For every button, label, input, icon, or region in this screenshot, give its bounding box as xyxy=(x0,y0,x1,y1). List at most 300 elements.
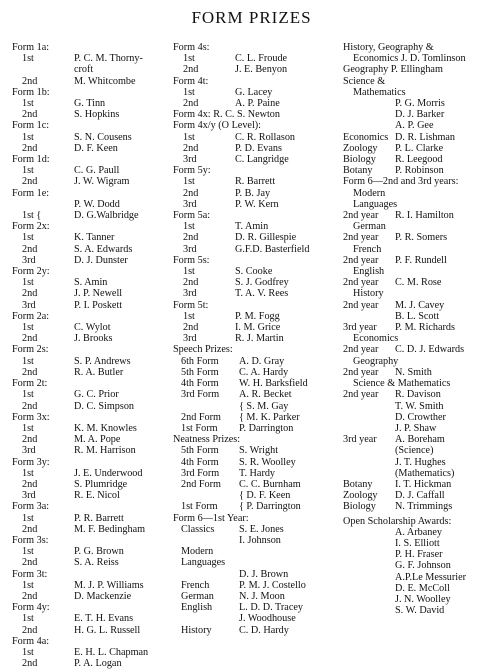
prize-row xyxy=(343,457,501,468)
prize-row xyxy=(12,580,170,591)
prize-winner: J. N. Woolley xyxy=(395,593,451,605)
prize-winner: A.P.Le Messurier xyxy=(395,571,467,583)
prize-label: 2nd xyxy=(22,478,38,490)
section-heading: Form 1c: xyxy=(12,120,50,132)
prize-row xyxy=(12,658,170,669)
prize-winner: J. P. Newell xyxy=(74,288,123,300)
section-heading: Speech Prizes: xyxy=(173,344,233,356)
prize-label: 3rd xyxy=(183,198,197,210)
prize-winner: croft xyxy=(74,64,94,76)
prize-row xyxy=(173,445,341,456)
prize-row xyxy=(173,389,341,400)
prize-label xyxy=(343,98,395,109)
prize-label xyxy=(343,445,395,456)
prize-winner: J. T. Hughes xyxy=(395,456,446,468)
section-heading: Form 5t: xyxy=(173,299,209,311)
prize-row xyxy=(12,479,170,490)
prize-row xyxy=(173,401,341,412)
prize-label: 3rd year xyxy=(343,434,377,446)
prize-label xyxy=(343,538,395,549)
prize-row xyxy=(173,244,341,255)
prize-label xyxy=(173,401,239,412)
prize-label: 1st xyxy=(22,232,34,244)
prize-row xyxy=(12,490,170,501)
prize-row xyxy=(173,557,341,568)
prize-row xyxy=(12,445,170,456)
section-heading: Form 1b: xyxy=(12,86,50,98)
section-heading: Economics J. D. Tomlinson xyxy=(353,53,466,65)
prize-label: 1st xyxy=(22,322,34,334)
prize-winner xyxy=(239,557,341,568)
prize-row xyxy=(173,602,341,613)
section-heading: Neatness Prizes: xyxy=(173,434,241,446)
prize-label: 1st xyxy=(22,165,34,177)
prize-label: 2nd xyxy=(22,434,38,446)
prize-label xyxy=(343,457,395,468)
section-heading: Form 3t: xyxy=(12,568,48,580)
prize-winner: L. D. D. Tracey xyxy=(239,602,303,614)
prize-winner: R. J. Martin xyxy=(235,333,284,345)
prize-winner: G. Tinn xyxy=(74,98,106,110)
prize-row xyxy=(173,176,341,187)
prize-row xyxy=(12,524,170,535)
prize-winner: S. Cooke xyxy=(235,266,273,278)
prize-winner: E. H. L. Chapman xyxy=(74,646,149,658)
prize-winner: M. J. Cavey xyxy=(395,299,445,311)
prize-row xyxy=(173,333,341,344)
prize-row xyxy=(12,389,170,400)
prize-winner: S. P. Andrews xyxy=(74,355,131,367)
prize-row xyxy=(173,479,341,490)
prize-label: 2nd year xyxy=(343,389,379,401)
prize-row xyxy=(343,322,501,333)
prize-label: 1st Form xyxy=(181,501,218,513)
prize-label: 2nd Form xyxy=(181,411,221,423)
prize-winner: P. L. Clarke xyxy=(395,142,444,154)
prize-row xyxy=(343,300,501,311)
prize-row xyxy=(12,625,170,636)
prize-winner: D. G.Walbridge xyxy=(74,210,139,222)
prize-label: 2nd xyxy=(183,187,199,199)
prize-label: 1st xyxy=(183,53,195,65)
prize-row xyxy=(173,546,341,557)
prize-row xyxy=(12,288,170,299)
prize-winner: C. M. Rose xyxy=(395,277,442,289)
prize-label: 1st xyxy=(22,422,34,434)
prize-winner: C. D. J. Edwards xyxy=(395,344,465,356)
prize-row xyxy=(12,591,170,602)
prize-winner: M. J. P. Williams xyxy=(74,579,144,591)
prize-label: 2nd xyxy=(183,232,199,244)
prize-winner: S. Plumridge xyxy=(74,478,128,490)
prize-winner: P. M. Richards xyxy=(395,322,455,334)
prize-winner: G. F. Johnson xyxy=(395,560,451,572)
prize-label: 3rd xyxy=(22,254,36,266)
prize-label: 3rd year xyxy=(343,322,377,334)
prize-row xyxy=(173,356,341,367)
prize-row xyxy=(173,625,341,636)
prize-winner: P. G. Brown xyxy=(74,546,124,558)
prize-winner: S. Amin xyxy=(74,277,108,289)
prize-label: 2nd xyxy=(183,64,199,76)
section-heading: Form 3y: xyxy=(12,456,50,468)
prize-label: English xyxy=(181,602,213,614)
prize-label: 2nd xyxy=(22,333,38,345)
prize-row xyxy=(12,423,170,434)
prize-row xyxy=(173,143,341,154)
prize-row xyxy=(173,490,341,501)
prize-row xyxy=(343,311,501,322)
prize-winner: I. T. Hickman xyxy=(395,478,452,490)
prize-label: 1st xyxy=(22,389,34,401)
prize-winner: E. T. H. Evans xyxy=(74,613,134,625)
prize-row xyxy=(12,613,170,624)
prize-label xyxy=(173,490,239,501)
prize-winner: R. Barrett xyxy=(235,176,276,188)
prize-winner: S. Hopkins xyxy=(74,109,120,121)
prize-winner: C. A. Hardy xyxy=(239,366,289,378)
prize-label: 1st xyxy=(22,131,34,143)
prize-winner: G. C. Prior xyxy=(74,389,119,401)
prize-row xyxy=(12,546,170,557)
prize-winner: I. S. Elliott xyxy=(395,537,440,549)
prize-row xyxy=(173,64,341,75)
prize-label: 2nd xyxy=(22,109,38,121)
prize-row xyxy=(343,605,501,616)
prize-label: 3rd xyxy=(183,154,197,166)
prize-label: Biology xyxy=(343,154,376,166)
prize-winner: A. Arbaney xyxy=(395,526,442,538)
prize-label: Zoology xyxy=(343,142,378,154)
prize-label: 2nd year xyxy=(343,232,379,244)
section-heading: Mathematics xyxy=(353,86,406,98)
prize-winner: A. P. Paine xyxy=(235,98,280,110)
prize-label: 1st xyxy=(22,512,34,524)
prize-winner: S. Wright xyxy=(239,445,279,457)
section-heading: Science & xyxy=(343,75,386,87)
prize-winner: (Mathematics) xyxy=(395,467,455,479)
prize-label: 2nd xyxy=(22,243,38,255)
prize-label: 1st xyxy=(183,86,195,98)
prize-winner: { S. M. Gay xyxy=(239,400,289,412)
prize-winner: R. E. Nicol xyxy=(74,490,120,502)
prize-row xyxy=(12,165,170,176)
prize-winner: R. Leegood xyxy=(395,154,443,166)
prize-row xyxy=(173,288,341,299)
prize-label: Botany xyxy=(343,478,373,490)
prize-row xyxy=(173,501,341,512)
prize-winner: B. L. Scott xyxy=(395,310,440,322)
column-1 xyxy=(12,42,170,669)
prize-winner: D. R. Gillespie xyxy=(235,232,297,244)
section-heading: Form 2s: xyxy=(12,344,49,356)
prize-row xyxy=(343,389,501,400)
section-heading: Form 2x: xyxy=(12,221,50,233)
prize-row xyxy=(343,445,501,456)
prize-winner: N. Smith xyxy=(395,366,432,378)
prize-row xyxy=(173,188,341,199)
prize-label: 1st xyxy=(22,467,34,479)
prize-winner: T. A. V. Rees xyxy=(235,288,289,300)
prize-label: 1st xyxy=(183,266,195,278)
prize-label xyxy=(173,535,239,546)
prize-row xyxy=(12,76,170,87)
section-heading: Form 4x/y (O Level): xyxy=(173,120,261,132)
prize-row xyxy=(343,572,501,583)
prize-label: 5th Form xyxy=(181,445,219,457)
prize-winner: M. A. Pope xyxy=(74,434,121,446)
section-heading: Geography P. Ellingham xyxy=(343,64,443,76)
prize-label: 2nd xyxy=(22,142,38,154)
prize-row xyxy=(173,613,341,624)
prize-row xyxy=(343,143,501,154)
prize-label: 1st xyxy=(22,355,34,367)
prize-row xyxy=(343,583,501,594)
prize-row xyxy=(343,434,501,445)
prize-winner: K. M. Knowles xyxy=(74,422,137,434)
prize-label: 1st xyxy=(183,176,195,188)
prize-winner: H. G. L. Russell xyxy=(74,624,141,636)
prize-winner: C. Wylot xyxy=(74,322,111,334)
prize-label: French xyxy=(181,579,210,591)
prize-label: 2nd xyxy=(22,523,38,535)
prize-row xyxy=(12,333,170,344)
prize-label: 1st { xyxy=(22,210,42,222)
prize-row xyxy=(173,580,341,591)
section-heading: History xyxy=(353,288,384,300)
section-heading: Form 6—2nd and 3rd years: xyxy=(343,176,459,188)
prize-winner: J. Brooks xyxy=(74,333,113,345)
prize-winner: N. Trimmings xyxy=(395,501,453,513)
prize-winner: S. N. Cousens xyxy=(74,131,132,143)
prize-row xyxy=(173,378,341,389)
section-heading: Geography xyxy=(353,355,399,367)
section-heading: Form 2t: xyxy=(12,378,48,390)
prize-row xyxy=(12,143,170,154)
prize-winner: { P. Darrington xyxy=(239,501,301,513)
prize-label xyxy=(343,549,395,560)
prize-row xyxy=(12,434,170,445)
prize-winner xyxy=(239,546,341,557)
prize-winner: { M. K. Parker xyxy=(239,411,300,423)
section-heading: Form 1d: xyxy=(12,154,50,166)
prize-row xyxy=(12,232,170,243)
prize-winner: N. J. Moon xyxy=(239,590,285,602)
prize-winner: T. W. Smith xyxy=(395,400,444,412)
prize-label: 2nd xyxy=(183,142,199,154)
prize-label: 1st xyxy=(22,53,34,65)
prize-winner: A. P. Gee xyxy=(395,120,434,132)
prize-label xyxy=(343,109,395,120)
prize-winner: P. A. Logan xyxy=(74,658,122,669)
prize-label: 3rd xyxy=(22,445,36,457)
prize-label xyxy=(173,613,239,624)
prize-label: 1st xyxy=(22,546,34,558)
prize-winner: P. Robinson xyxy=(395,165,444,177)
prize-winner: C. R. Rollason xyxy=(235,131,296,143)
prize-row xyxy=(12,210,170,221)
prize-row xyxy=(12,98,170,109)
prize-winner: D. Mackenzie xyxy=(74,590,132,602)
prize-winner: P. R. Somers xyxy=(395,232,448,244)
prize-label: 2nd year xyxy=(343,254,379,266)
section-heading: Form 4s: xyxy=(173,42,210,53)
prize-label xyxy=(343,412,395,423)
prize-winner: D. E. McColl xyxy=(395,582,450,594)
section-heading: Languages xyxy=(353,198,398,210)
prize-row xyxy=(12,277,170,288)
section-heading: English xyxy=(353,266,385,278)
prize-label: 2nd xyxy=(22,366,38,378)
prize-label: 2nd year xyxy=(343,366,379,378)
prize-row xyxy=(343,401,501,412)
prize-row xyxy=(12,300,170,311)
prize-winner: P. Darrington xyxy=(239,422,294,434)
prize-label: 1st xyxy=(22,646,34,658)
prize-winner: C. L. Froude xyxy=(235,53,288,65)
prize-row xyxy=(173,468,341,479)
section-heading: Form 1e: xyxy=(12,187,50,199)
section-heading: French xyxy=(353,243,382,255)
prize-label: 1st xyxy=(183,310,195,322)
prize-label xyxy=(343,527,395,538)
prize-row xyxy=(12,557,170,568)
prize-label: Biology xyxy=(343,501,376,513)
prize-winner: D. J. Caffall xyxy=(395,490,445,502)
prize-label xyxy=(12,199,74,210)
prize-label: 2nd xyxy=(22,557,38,569)
prize-row xyxy=(173,569,341,580)
prize-label: 2nd year xyxy=(343,344,379,356)
prize-winner: D. Crowther xyxy=(395,411,446,423)
prize-row xyxy=(173,154,341,165)
prize-label xyxy=(343,572,395,583)
prize-label: 3rd xyxy=(183,288,197,300)
prize-row xyxy=(12,401,170,412)
prize-row xyxy=(343,132,501,143)
prize-label: 2nd xyxy=(22,75,38,87)
prize-winner: P. C. M. Thorny- xyxy=(74,53,143,65)
prize-label: 3rd Form xyxy=(181,389,220,401)
prize-label: 1st xyxy=(22,613,34,625)
prize-label: Botany xyxy=(343,165,373,177)
section-heading: Form 3x: xyxy=(12,411,50,423)
section-heading: Form 5y: xyxy=(173,165,211,177)
prize-winner: D. C. Simpson xyxy=(74,400,135,412)
prize-label: 1st xyxy=(22,579,34,591)
prize-label: 2nd xyxy=(22,590,38,602)
prize-label: Modern xyxy=(181,546,214,558)
prize-winner: D. J. Brown xyxy=(239,568,289,580)
prize-winner: S. E. Jones xyxy=(239,523,284,535)
prize-row xyxy=(343,490,501,501)
prize-winner: P. W. Kern xyxy=(235,198,279,210)
prize-winner: P. F. Rundell xyxy=(395,254,447,266)
prize-row xyxy=(173,232,341,243)
column-2 xyxy=(173,42,341,636)
prize-winner: A. D. Gray xyxy=(239,355,285,367)
prize-label: 1st xyxy=(183,221,195,233)
prize-label: Economics xyxy=(343,131,389,143)
prize-row xyxy=(12,64,170,75)
section-heading: Form 3s: xyxy=(12,534,49,546)
section-heading: History, Geography & xyxy=(343,42,434,53)
prize-row xyxy=(343,98,501,109)
section-heading: Form 4y: xyxy=(12,602,50,614)
prize-winner: A. Boreham xyxy=(395,434,445,446)
prize-winner: C. G. Paull xyxy=(74,165,120,177)
prize-row xyxy=(343,210,501,221)
prize-label xyxy=(343,401,395,412)
prize-winner: (Science) xyxy=(395,445,434,457)
prize-winner: D. J. Dunster xyxy=(74,254,128,266)
prize-label: 1st xyxy=(22,277,34,289)
section-heading: Form 5a: xyxy=(173,210,211,222)
prize-winner: M. Whitcombe xyxy=(74,75,136,87)
prize-label: 2nd Form xyxy=(181,478,221,490)
prize-winner: P. I. Poskett xyxy=(74,299,123,311)
prize-winner: I. M. Grice xyxy=(235,322,281,334)
section-heading: Form 1a: xyxy=(12,42,50,53)
prize-label: 4th Form xyxy=(181,378,219,390)
prize-row xyxy=(12,176,170,187)
prize-row xyxy=(12,53,170,64)
prize-label xyxy=(343,605,395,616)
prize-row xyxy=(12,244,170,255)
prize-row xyxy=(173,367,341,378)
prize-winner: P. B. Jay xyxy=(235,187,271,199)
prize-row xyxy=(173,221,341,232)
section-heading: Form 6—1st Year: xyxy=(173,512,249,524)
prize-winner: I. Johnson xyxy=(239,534,281,546)
prize-label: 1st Form xyxy=(181,422,218,434)
prize-winner: R. Davison xyxy=(395,389,441,401)
prize-label xyxy=(343,311,395,322)
prize-winner: C. Langridge xyxy=(235,154,289,166)
section-heading: German xyxy=(353,221,386,233)
prize-row xyxy=(343,501,501,512)
prize-row xyxy=(12,109,170,120)
prize-row xyxy=(343,255,501,266)
page-title: FORM PRIZES xyxy=(191,8,312,27)
prize-row xyxy=(343,232,501,243)
section-heading: Economics xyxy=(353,333,399,345)
prize-label xyxy=(343,583,395,594)
prize-row xyxy=(173,412,341,423)
prize-label xyxy=(343,594,395,605)
prize-row xyxy=(343,344,501,355)
prize-winner: S. W. David xyxy=(395,605,445,617)
prize-winner: D. J. Barker xyxy=(395,109,445,121)
prize-label: 2nd xyxy=(183,322,199,334)
prize-row xyxy=(173,322,341,333)
prize-label: Classics xyxy=(181,523,215,535)
prize-winner: D. R. Lishman xyxy=(395,131,455,143)
prize-row xyxy=(173,524,341,535)
prize-row xyxy=(173,423,341,434)
prize-row xyxy=(343,277,501,288)
prize-row xyxy=(343,594,501,605)
prize-row xyxy=(173,277,341,288)
prize-winner: G.F.D. Basterfield xyxy=(235,243,310,255)
prize-winner: W. H. Barksfield xyxy=(239,378,308,390)
prize-row xyxy=(343,154,501,165)
prize-label: 2nd year xyxy=(343,299,379,311)
prize-label xyxy=(343,468,395,479)
prize-row xyxy=(343,120,501,131)
prize-label: 2nd xyxy=(22,176,38,188)
prize-winner: P. M. Fogg xyxy=(235,310,280,322)
